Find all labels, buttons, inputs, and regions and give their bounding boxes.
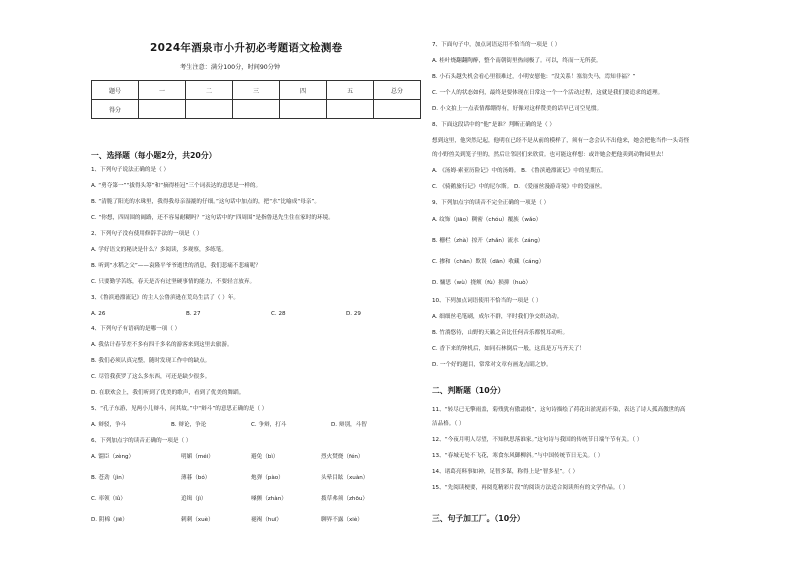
option-word: 褪褐（huī） [251, 517, 283, 523]
question-line: A. 细细丝毛笔刷，成尔不群，平时我们争交织动动。 [432, 314, 563, 320]
table-cell: 二 [186, 81, 233, 100]
score-table-score-row [92, 100, 421, 119]
table-cell: 三 [233, 81, 280, 100]
option-word: 头晕目眩（xuàn） [321, 475, 369, 481]
question-line: B. 我们必须认真完整，随时发现工作中的缺点。 [91, 358, 211, 364]
option-word: 嗓颤（zhàn） [251, 496, 287, 502]
table-cell[interactable] [233, 100, 280, 119]
question-line: C. 只要勤学苦练，春天是否有过坚硬事情的能力，不要轻言放弃。 [91, 279, 256, 285]
option-b[interactable]: B. 辩论，争论 [171, 422, 207, 428]
judge-line: 11、“转尽已无擎雨盖，菊残犹有傲霜枝”，这句诗描绘了荷花出淤泥而不染，表达了诗人孤高傲世的高 [432, 407, 686, 413]
judge-line: 13、“春城无处不飞花，寒食东风御柳斜。”与中国传统节日无关。（ ） [432, 453, 604, 459]
table-cell[interactable] [280, 100, 327, 119]
question-line: A. “勇夺第一”“拔得头筹”和“摘得桂冠”三个词表达的意思是一样的。 [91, 183, 262, 189]
question-line: B. 竹淌悠待，山野的天籁之音比任何音乐都悦耳动听。 [432, 330, 569, 336]
option-word: A. 馏臣（zèng） [91, 454, 135, 460]
section-heading-choice: 一、选择题（每小题2分，共20分） [91, 151, 217, 160]
section-heading-judge: 二、判断题（10分） [432, 386, 506, 395]
option-word: 炮弹（pào） [251, 475, 284, 481]
question-line: C. 《骑鹅旅行记》中的尼尔斯。 D. 《爱丽丝漫游奇境》中的爱丽丝。 [432, 184, 606, 190]
question-line: C. “你想，四周围的阔路，还不容易耐糊吗？”这句话中的“四周围”是指鲁迅先生住在家时的环境。 [91, 215, 334, 221]
question-line: 8、下面这段话中的“他”是谁？判断正确的是（ ） [432, 122, 556, 128]
option-word: 明媚（méi） [181, 454, 214, 460]
option-word: 追缉（jì） [181, 496, 207, 502]
judge-line: 洁品格。（ ） [432, 421, 465, 427]
question-line: A. 桂叶烧翻翻陶醉，整个南朝街里热闹极了。可以，终而一无所获。 [432, 58, 602, 64]
question-line: 5、“孔子东游，见两小儿辩斗，问其故。”中“辩斗”的意思正确的是（ ） [91, 406, 268, 412]
question-line: C. 一个人的状态如何，最终是要体现在日常这一个一个活动过程，这就是我们要追求的道理。 [432, 90, 664, 96]
question-line: C. 香下来的钟机后，如同石林倒后一般，这真是万马齐天了！ [432, 346, 585, 352]
option-a[interactable]: A. 辩驳，争斗 [91, 422, 127, 428]
question-line: B. 听到“水稻之父”——袁隆平爷爷逝世的消息，我们悲痛不悲痛呢？ [91, 263, 261, 269]
option-b[interactable]: B. 27 [186, 311, 201, 317]
question-line: A. 学好语文的秘诀是什么？多阅读，多观察，多练笔。 [91, 247, 227, 253]
q6-row-c[interactable] [91, 496, 421, 504]
question-line: D. 一个好的题目，常常对文章有画龙点睛之妙。 [432, 362, 552, 368]
option-word: 避免（bì） [251, 454, 279, 460]
option-word: D. 阴棉（jiē） [91, 517, 128, 523]
option-word: B. 苍劲（jìn） [91, 475, 128, 481]
table-cell: 得分 [92, 100, 139, 119]
passage-line: 的小野兽关到笼子里的，然后让邻居们来欣赏。也可能这样想：或许她会把他卖到动物园里去！ [432, 152, 667, 158]
question-line: 1、下列句子说法正确的是（ ） [91, 167, 170, 173]
q6-row-a[interactable] [91, 454, 421, 462]
table-cell: 题号 [92, 81, 139, 100]
passage-line: 想到这里，他突然记起，他明在已经不是从前的模样了，须有一念会认不出他来，她会把他当作一头奇怪 [432, 138, 690, 144]
option-c[interactable]: C. 28 [271, 311, 286, 317]
question-line: D. 小文拍上一点表情都绷得有，好像对这样赞美的话早已司空见惯。 [432, 106, 603, 112]
option-word: C. 率领（lǜ） [91, 496, 126, 502]
exam-note: 考生注意：满分100分，时间90分钟 [180, 64, 281, 71]
question-line: C. 掺和（chān）欺误（dān）收藏（cáng） [432, 259, 545, 265]
question-line: C. 尽管我获罗了这么多东西，可还是缺少很多。 [91, 374, 211, 380]
table-cell[interactable] [186, 100, 233, 119]
option-c[interactable]: C. 争辩，打斗 [251, 422, 287, 428]
option-word: 薄暮（bó） [181, 475, 211, 481]
question-line: 6、下列加点字的读音正确的一项是（ ） [91, 438, 192, 444]
question-line: B. “清脆了阳光的水珠里，我得我母亲湿漉的仔细。”这句话中加点的，把“水”比喻成“母亲”。 [91, 199, 320, 205]
option-word: 烈火焚烧（fén） [321, 454, 364, 460]
question-line: B. 小石头越失机会看心里很难过，小明安慰他：“没关系！塞翁失马，焉知非福？” [432, 74, 636, 80]
q6-row-b[interactable] [91, 475, 421, 483]
option-a[interactable]: A. 26 [91, 311, 106, 317]
question-line: A. 纹饰（jiāo）稠密（chóu）覆族（wǎo） [432, 217, 542, 223]
table-cell[interactable] [327, 100, 374, 119]
question-line: 4、下列句子有语病的是哪一项（ ） [91, 326, 181, 332]
question-line: 9、下列加点字的读音不完全正确的一项是（ ） [432, 200, 550, 206]
option-d[interactable]: D. 辩别，斗智 [331, 422, 367, 428]
question-line: D. 在联欢会上，我们听到了优美的歌声，看到了优美的舞蹈。 [91, 390, 245, 396]
table-cell: 总分 [374, 81, 421, 100]
exam-title: 2024年酒泉市小升初必考题语文检测卷 [150, 42, 343, 54]
table-cell: 五 [327, 81, 374, 100]
option-word: 聊界不露（xiè） [321, 517, 363, 523]
judge-line: 12、“今夜月明人尽望，不知秋思落谁家。”这句诗与我国的传统节日端午节有关。（ ） [432, 437, 643, 443]
question-line: A. 《汤姆·索亚历险记》中的汤姆。 B. 《鲁滨逊漂流记》中的星期五。 [432, 168, 607, 174]
question-line: 3、《鲁滨逊漂流记》的主人公鲁滨逊在荒岛生活了（ ）年。 [91, 295, 239, 301]
judge-line: 14、诸葛亮料事如神，足智多谋，称得上是“智多星”。（ ） [432, 469, 579, 475]
table-cell[interactable] [139, 100, 186, 119]
option-d[interactable]: D. 29 [346, 311, 361, 317]
question-line: A. 我估计春节差不多有四千多名的游客来到这里去旅游。 [91, 342, 233, 348]
table-cell[interactable] [374, 100, 421, 119]
question-line: D. 慵思（wù）挠颊（fù）损抑（huò） [432, 280, 532, 286]
question-line: 2、下列句子没有使用修辞手法的一项是（ ） [91, 231, 203, 237]
option-word: 拨草弗须（zhōu） [321, 496, 369, 502]
score-table [91, 80, 421, 119]
q6-row-d[interactable] [91, 517, 421, 525]
question-line: B. 栅栏（zhà）掠开（zhǎn）流水（záng） [432, 238, 544, 244]
section-heading-sentence: 三、句子加工厂。（10分） [432, 514, 525, 523]
question-line: 10、下列加点词语使用不恰当的一项是（ ） [432, 298, 542, 304]
judge-line: 15、“先阅读梗要，再阅览精彩片段”的阅读方法适合阅读所有的文学作品。（ ） [432, 485, 629, 491]
table-cell: 一 [139, 81, 186, 100]
q5-options [91, 422, 411, 430]
table-cell: 四 [280, 81, 327, 100]
score-table-header-row [92, 81, 421, 100]
q3-options [91, 311, 411, 319]
question-line: 7、下面句子中，加点词语运用不恰当的一项是（ ） [432, 42, 561, 48]
option-word: 刺刺（xuè） [181, 517, 214, 523]
